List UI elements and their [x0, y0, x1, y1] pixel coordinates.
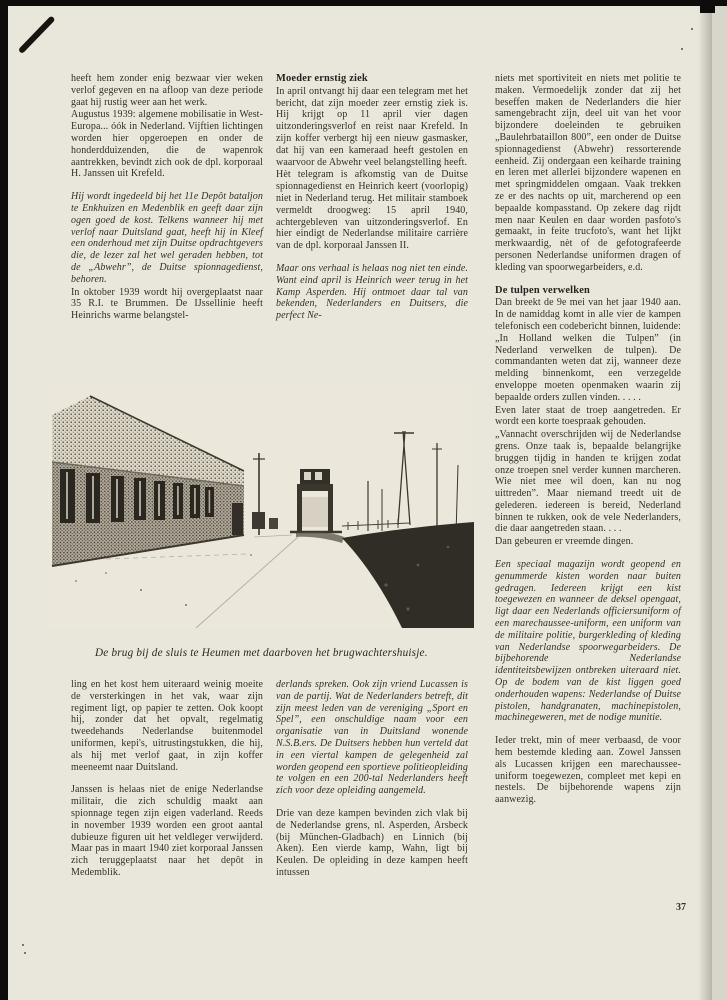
paragraph: Ieder trekt, min of meer verbaasd, de voor hem bestemde kleding aan. Zowel Janssen als Lucassen krijgen een marechaussee-uniform toegewezen, compleet met kepi en nestels. De bijbehorende wapens zijn aanwezig. [495, 735, 681, 806]
page-edge-shadow [698, 3, 712, 1000]
scan-top-edge [8, 3, 727, 6]
scan-corner-tab [700, 3, 715, 13]
paragraph: Augustus 1939: algemene mobilisatie in West-Europa... óók in Nederland. Vijftien lichtingen worden hier opgeroepen en onder de honderdduizenden, die de wapenrok aantrekken, bevindt zich ook de dpl. korporaal H. Janssen uit Krefeld. [71, 109, 263, 180]
paragraph: Dan gebeuren er vreemde dingen. [495, 536, 634, 548]
scan-side-strip [712, 3, 727, 1000]
scan-speck [22, 944, 24, 946]
column-right [495, 73, 681, 806]
section-heading: Moeder ernstig ziek [276, 73, 368, 84]
paragraph: Hèt telegram is afkomstig van de Duitse spionnagedienst en Heinrich keert (voorlopig) niet in Nederland terug. Het militair stamboek vermeldt droogweg: 15 april 1940, achtergebleven van uitzonderingsverlof. En hier eindigt de Nederlandse militaire carrière van de dpl. korporaal Janssen II. [276, 169, 468, 252]
paragraph: Even later staat de troep aangetreden. Er wordt een korte toespraak gehouden. [495, 404, 681, 428]
paragraph: Dan breekt de 9e mei van het jaar 1940 aan. In de namiddag komt in alle vier de kampen telefonisch een codebericht binnen, luidende: „In Holland welken die Tulpen” (in Nederland verwelken de tulpen). De commandanten weten dat zij, wanneer deze melding binnenkomt, een verzegelde enveloppe moeten openmaken waarin zij bepaalde orders zullen vinden. . . . . [495, 297, 681, 403]
photo-bridge-heumen [46, 385, 474, 628]
paragraph: Janssen is helaas niet de enige Nederlandse militair, die zich schuldig maakt aan spionnage tegen zijn eigen vaderland. Reeds in november 1939 worden een groot aantal dubieuze figuren uit het veldleger verwijderd. Maar pas in maart 1940 ziet korporaal Janssen zich teruggeplaatst naar het depôt in Medemblik. [71, 784, 263, 878]
pen-mark [18, 15, 56, 54]
column-left-top [71, 73, 263, 322]
scan-speck [691, 28, 693, 30]
scan-speck [24, 952, 26, 954]
doorway [232, 503, 243, 535]
column-middle-bottom [276, 679, 468, 879]
page-number: 37 [676, 902, 686, 913]
paragraph-italic: Maar ons verhaal is helaas nog niet ten einde. Want eind april is Heinrich weer terug in het Kamp Asperden. Hij ontmoet daar tal van bekenden, Nederlanders en Duitsers, die perfect Ne- [276, 262, 468, 322]
scanned-page [8, 3, 727, 1000]
paragraph: heeft hem zonder enig bezwaar vier weken verlof gegeven en na afloop van deze periode gaat hij rustig weer aan het werk. [71, 73, 263, 108]
column-middle-top [276, 73, 468, 322]
section-heading: De tulpen verwelken [495, 284, 590, 296]
paragraph: Drie van deze kampen bevinden zich vlak bij de Nederlandse grens, nl. Asperden, Arsbeck (bij München-Gladbach) en Linnich (bij Aken). Een vierde kamp, Wahn, ligt bij Keulen. De opleiding in deze kampen heeft intussen [276, 807, 468, 878]
scan-speck [681, 48, 683, 50]
photo-figure [46, 385, 474, 628]
photo-caption: De brug bij de sluis te Heumen met daarboven het brugwachtershuisje. [95, 647, 428, 659]
paragraph-italic: Hij wordt ingedeeld bij het 11e Depôt bataljon te Enkhuizen en Medenblik en geeft daar zijn ogen goed de kost. Telkens wanneer hij met verlof naar Duitsland gaat, heeft hij in Kleef een onderhoud met zijn Duitse opdrachtgevers die, de lezer zal het wel geraden hebben, tot de „Abwehr”, de Duitse spionnagedienst, behoren. [71, 191, 263, 285]
column-left-bottom [71, 679, 263, 879]
paragraph: In oktober 1939 wordt hij overgeplaatst naar 35 R.I. te Brummen. De IJssellinie heeft Heinrichs warme belangstel- [71, 286, 263, 322]
paragraph: In april ontvangt hij daar een telegram met het bericht, dat zijn moeder zeer ernstig ziek is. Hij krijgt op 11 april vier dagen uitzonderingsverlof en reist naar Krefeld. In zijn koffer verbergt hij een nieuw gasmasker, dat hij van een kameraad heeft gestolen en waarvoor de Abwehr veel belangstelling heeft. [276, 85, 468, 168]
paragraph: „Vannacht overschrijden wij de Nederlandse grens. Onze taak is, bepaalde belangrijke bruggen tijdig in handen te krijgen zodat onze troepen snel verder kunnen marcheren. Wie niet mee wil doen, kan nu nog uittreden”. Maar niemand treedt uit de gelederen. iedereen is bereid, Nederland binnen te rukken, ook de vele Nederlanders, die daar aangetreden staan. . . . [495, 429, 681, 535]
paragraph-italic: Een speciaal magazijn wordt geopend en genummerde kisten worden naar buiten gedragen. Iedereen krijgt een kist toegewezen en wanneer de deksel opengaat, ligt daar een Nederlands officiersuniform of een marechaussee-uniform, een uniform van de militaire politie, burgerkleding of kleding van Nederlandse spoorwegarbeiders. De bijbehorende Nederlandse identiteitsbewijzen ontbreken uiteraard niet. Op de bodem van de kist liggen goed onderhouden wapens: Nederlandse of Duitse pistolen, handgranaten, machinepistolen, machinegeweren, met de nodige munitie. [495, 559, 681, 724]
paragraph: ling en het kost hem uiteraard weinig moeite de versterkingen in het vak, waar zijn regiment ligt, op papier te zetten. Ook koopt hij, zonder dat het opvalt, regelmatig tweedehands Nederlandse buitenmodel uniformen, kepi's, uitrustingstukken, die hij, als hij met verlof gaat, in zijn koffer meeneemt naar Duitsland. [71, 679, 263, 773]
paragraph: niets met sportiviteit en niets met politie te maken. Vermoedelijk zonder dat zij het beseffen maken de Nederlanders die hier samengebracht zijn, deel uit van het voor bijzondere doeleinden te gebruiken „Baulehrbataillon 800”, een onder de Duitse spionnagedienst (Abwehr) ressorterende eenheid. Zij ondergaan een keiharde training en leren met allerlei bijzondere wapenen en met springmiddelen omgaan. Vaak trekken ze er des nachts op uit, marcherend op een bepaalde kompasstand. Op zekere dag rijdt men naar Keulen en daar worden pasfoto's gemaakt, in feite trucfoto's, want het lijkt merkwaardig, nèt of de gefotografeerde personen Nederlandse uniformen dragen of kleding van spoorwegarbeiders, e.d. [495, 73, 681, 273]
paragraph-italic: derlands spreken. Ook zijn vriend Lucassen is van de partij. Wat de Nederlanders betreft, dit zijn meest leden van de vereniging „Sport en Spel”, een onschuldige naam voor een organisatie van in Duitsland wonende N.S.B.ers. De Duitsers hebben hun verteld dat in een viertal kampen de gelegenheid zal worden geopend een sportieve politieopleiding te volgen en een 200-tal Nederlanders heeft zich voor deze opleiding aangemeld. [276, 679, 468, 797]
